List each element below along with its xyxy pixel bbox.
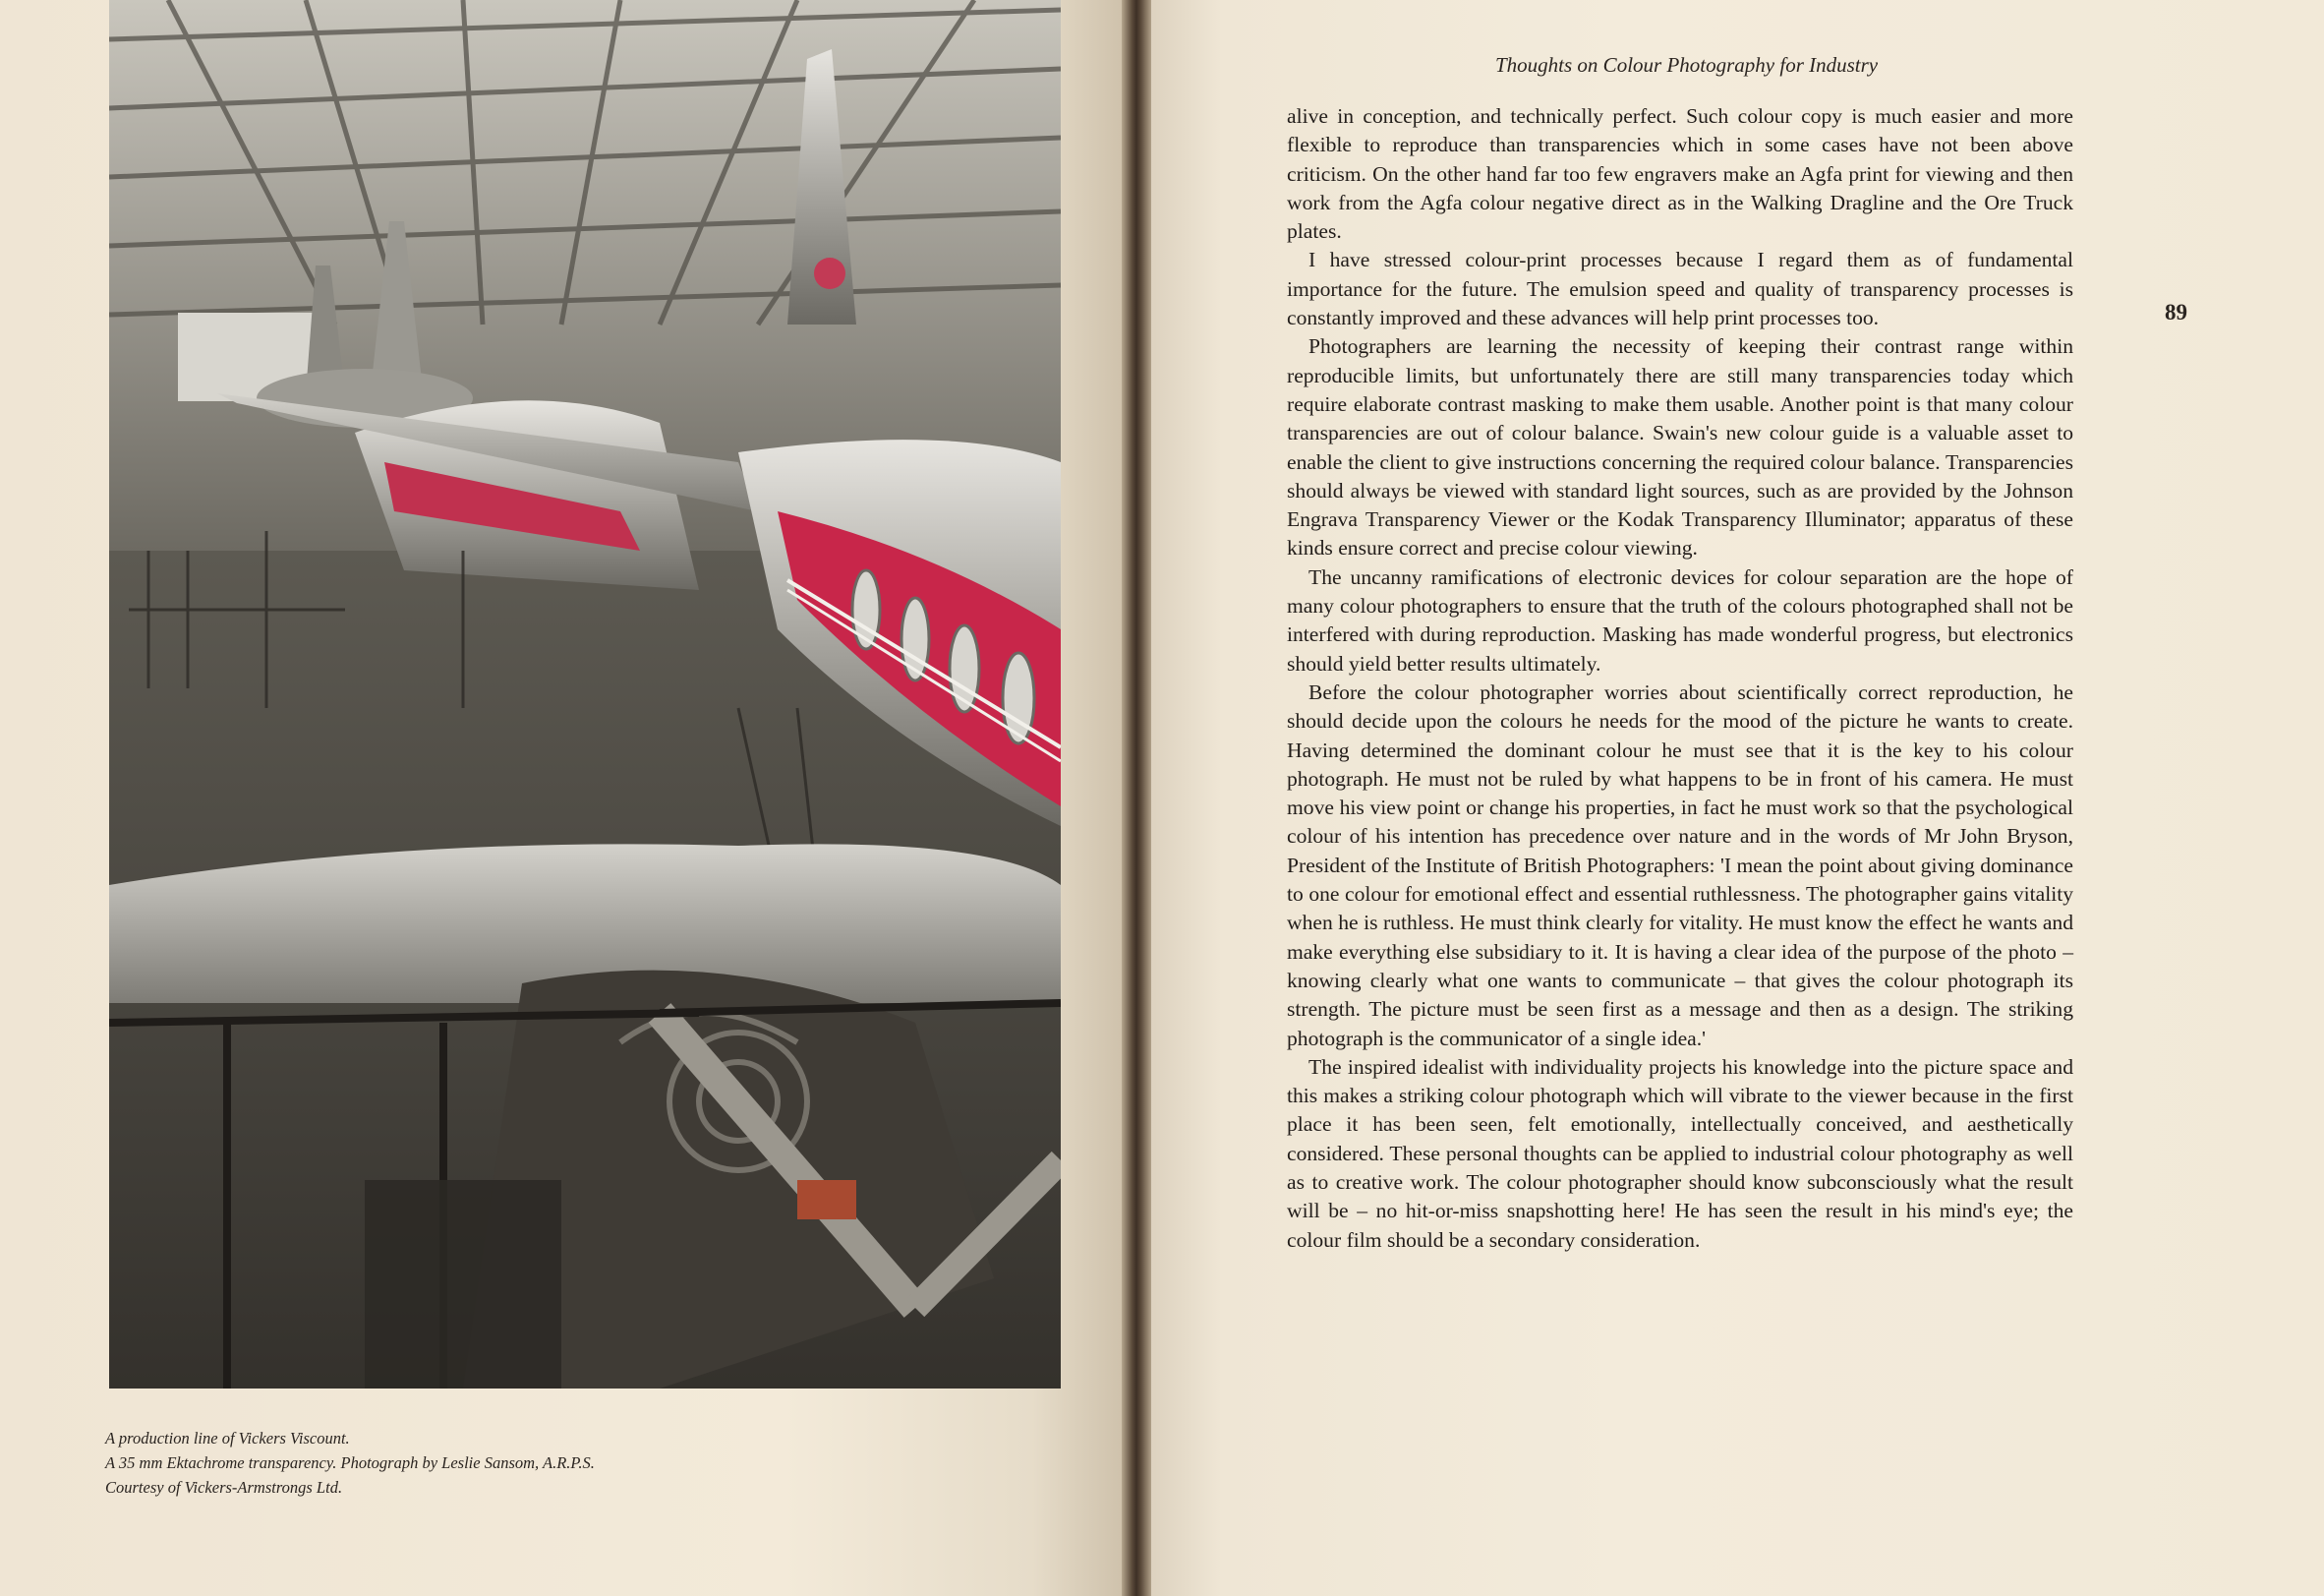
page-number: 89: [2165, 300, 2187, 325]
book-gutter: [1122, 0, 1151, 1596]
paragraph: I have stressed colour-print processes because I regard them as of fundamental importance for the future. The emulsion speed and quality of transparency processes is constantly improved and these advances will help print processes too.: [1287, 248, 2073, 330]
caption-line: Courtesy of Vickers-Armstrongs Ltd.: [105, 1478, 343, 1497]
caption-line: A 35 mm Ektachrome transparency. Photograph by Leslie Sansom, A.R.P.S.: [105, 1453, 595, 1472]
body-text: [1287, 102, 2073, 1255]
paragraph: alive in conception, and technically perfect. Such colour copy is much easier and more flexible to reproduce than transparencies which in some cases have not been above criticism. On the other hand far too few engravers make an Agfa print for viewing and then work from the Agfa colour negative direct as in the Walking Dragline and the Ore Truck plates.: [1287, 104, 2073, 244]
caption-line: A production line of Vickers Viscount.: [105, 1429, 350, 1448]
left-page: [0, 0, 1122, 1596]
hangar-photo: [109, 0, 1061, 1389]
paragraph: Photographers are learning the necessity of keeping their contrast range within reproducible limits, but unfortunately there are still many transparencies today which require elaborate contrast masking to make them usable. Another point is that many colour transparencies are out of colour balance. Swain's new colour guide is a valuable asset to enable the client to give instructions concerning the required colour balance. Transparencies should always be viewed with standard light sources, such as are provided by the Johnson Engrava Transparency Viewer or the Kodak Transparency Illuminator; apparatus of these kinds ensure correct and precise colour viewing.: [1287, 334, 2073, 561]
hangar-photo-icon: [109, 0, 1061, 1389]
photo-caption: [105, 1426, 793, 1500]
paragraph: Before the colour photographer worries about scientifically correct reproduction, he should decide upon the colours he needs for the mood of the picture he wants to create. Having determined the dominant colour he must see that it is the key to his colour photograph. He must not be ruled by what happens to be in front of his camera. He must move his view point or change his properties, in fact he must work so that the psychological colour of his intention has precedence over nature and in the words of Mr John Bryson, President of the Institute of British Photographers: 'I mean the point about giving dominance to one colour for emotional effect and essential ruthlessness. The photographer gains vitality when he is ruthless. He must think clearly for vitality. He must know the effect he wants and make everything else subsidiary to it. It is having a clear idea of the purpose of the photo – knowing clearly what one wants to communicate – that gives the colour photograph its strength. The picture must be seen first as a message and then as a design. The striking photograph is the communicator of a single idea.': [1287, 680, 2073, 1050]
running-head: Thoughts on Colour Photography for Industry: [1495, 53, 1879, 77]
paragraph: The uncanny ramifications of electronic devices for colour separation are the hope of many colour photographers to ensure that the truth of the colours photographed shall not be interfered with during reproduction. Masking has made wonderful progress, but electronics should yield better results ultimately.: [1287, 564, 2073, 676]
paragraph: The inspired idealist with individuality projects his knowledge into the picture space and this makes a striking colour photograph which will vibrate to the viewer because in the first place it has been seen, felt emotionally, intellectually conceived, and aesthetically considered. These personal thoughts can be applied to industrial colour photography as well as to creative work. The colour photographer should know subconsciously what the result will be – no hit-or-miss snapshotting here! He has seen the result in his mind's eye; the colour film should be a secondary consideration.: [1287, 1054, 2073, 1252]
